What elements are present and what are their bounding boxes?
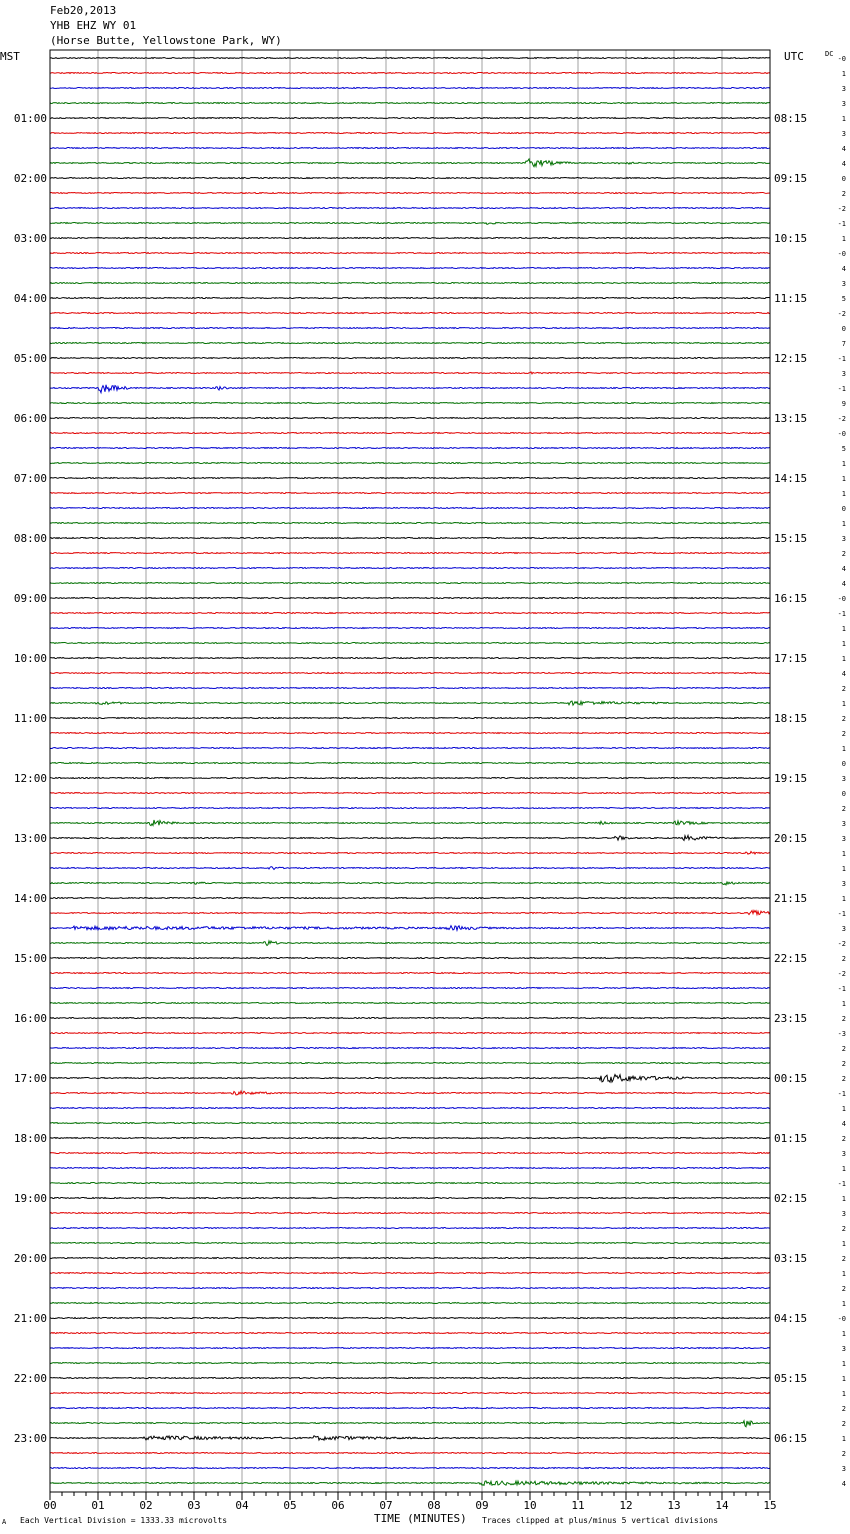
dc-offset: 2 (841, 550, 846, 558)
trace-10 (50, 208, 770, 209)
dc-offset: 4 (841, 580, 846, 588)
trace-54 (50, 867, 770, 870)
dc-offset: 1 (841, 1000, 846, 1008)
trace-83 (50, 1303, 770, 1304)
trace-73 (50, 1153, 770, 1154)
trace-40 (50, 658, 770, 659)
dc-offset: -0 (837, 595, 846, 603)
trace-19 (50, 343, 770, 344)
dc-offset: 5 (841, 295, 846, 303)
trace-81 (50, 1273, 770, 1274)
dc-offset: 4 (841, 565, 846, 573)
dc-offset: 2 (841, 715, 846, 723)
mst-axis-label: MST (0, 50, 20, 63)
utc-hour-labels (774, 112, 807, 1445)
time-axis-ticks (43, 1492, 776, 1512)
dc-offset: 2 (841, 1045, 846, 1053)
dc-offset: 2 (841, 1015, 846, 1023)
dc-offset: 3 (841, 535, 846, 543)
dc-offset: 7 (841, 340, 846, 348)
tick-label: 10 (523, 1499, 537, 1512)
dc-offset: 3 (841, 1465, 846, 1473)
tick-label: 01 (91, 1499, 105, 1512)
trace-33 (50, 553, 770, 554)
dc-offset: 3 (841, 925, 846, 933)
dc-offset: 4 (841, 1480, 846, 1488)
mst-hour-label: 11:00 (13, 712, 47, 725)
dc-offset: 1 (841, 460, 846, 468)
trace-35 (50, 583, 770, 584)
utc-hour-label: 00:15 (774, 1072, 808, 1085)
mst-hour-label: 14:00 (13, 892, 47, 905)
trace-77 (50, 1213, 770, 1214)
trace-8 (50, 178, 770, 179)
dc-offset: -2 (837, 205, 846, 213)
trace-34 (50, 568, 770, 569)
trace-49 (50, 793, 770, 794)
dc-offset: 1 (841, 70, 846, 78)
trace-50 (50, 808, 770, 809)
dc-offset: 3 (841, 280, 846, 288)
tick-label: 09 (475, 1499, 489, 1512)
dc-offset: 1 (841, 1165, 846, 1173)
trace-23 (50, 403, 770, 404)
trace-74 (50, 1168, 770, 1169)
mst-hour-label: 01:00 (13, 112, 47, 125)
trace-30 (50, 508, 770, 509)
dc-offset: 0 (841, 175, 846, 183)
dc-offset: 5 (841, 445, 846, 453)
mst-hour-label: 02:00 (13, 172, 47, 185)
dc-offset: -2 (837, 310, 846, 318)
dc-offset: 1 (841, 865, 846, 873)
tick-label: 03 (187, 1499, 201, 1512)
trace-58 (50, 926, 770, 931)
dc-offset: 2 (841, 1135, 846, 1143)
trace-78 (50, 1228, 770, 1229)
dc-offset: -2 (837, 415, 846, 423)
trace-48 (50, 778, 770, 779)
trace-37 (50, 613, 770, 614)
dc-offset: 1 (841, 1330, 846, 1338)
trace-0 (50, 58, 770, 59)
dc-offset: 3 (841, 85, 846, 93)
tick-label: 12 (619, 1499, 633, 1512)
utc-hour-label: 02:15 (774, 1192, 808, 1205)
dc-offset: 0 (841, 505, 846, 513)
trace-44 (50, 718, 770, 719)
trace-55 (50, 882, 770, 885)
utc-hour-label: 15:15 (774, 532, 808, 545)
utc-hour-label: 09:15 (774, 172, 808, 185)
utc-hour-label: 05:15 (774, 1372, 808, 1385)
utc-hour-label: 16:15 (774, 592, 808, 605)
dc-offset: 1 (841, 1360, 846, 1368)
tick-label: 13 (667, 1499, 681, 1512)
trace-66 (50, 1048, 770, 1049)
scale-note: Each Vertical Division = 1333.33 microvolts (20, 1516, 228, 1525)
dc-offset: 1 (841, 1195, 846, 1203)
record-date: Feb20,2013 (50, 4, 117, 17)
utc-hour-label: 11:15 (774, 292, 808, 305)
tick-label: 02 (139, 1499, 153, 1512)
mst-hour-label: 15:00 (13, 952, 47, 965)
trace-84 (50, 1318, 770, 1319)
dc-offset: 3 (841, 775, 846, 783)
dc-offset: 3 (841, 130, 846, 138)
trace-69 (50, 1091, 770, 1095)
mst-hour-label: 21:00 (13, 1312, 47, 1325)
trace-4 (50, 118, 770, 119)
trace-22 (50, 385, 770, 393)
trace-79 (50, 1243, 770, 1244)
dc-offset: 2 (841, 1225, 846, 1233)
tick-label: 05 (283, 1499, 297, 1512)
mst-hour-label: 20:00 (13, 1252, 47, 1265)
trace-95 (50, 1481, 770, 1485)
time-axis-label: TIME (MINUTES) (374, 1512, 467, 1525)
station-location: (Horse Butte, Yellowstone Park, WY) (50, 34, 282, 47)
dc-offset: 2 (841, 1255, 846, 1263)
trace-90 (50, 1408, 770, 1409)
dc-offset: 1 (841, 745, 846, 753)
mst-hour-label: 08:00 (13, 532, 47, 545)
trace-64 (50, 1018, 770, 1019)
dc-offset: 2 (841, 1450, 846, 1458)
trace-26 (50, 448, 770, 449)
trace-27 (50, 463, 770, 464)
dc-offset: 1 (841, 1390, 846, 1398)
tick-label: 08 (427, 1499, 441, 1512)
utc-hour-label: 18:15 (774, 712, 808, 725)
dc-offset: -1 (837, 610, 846, 618)
trace-47 (50, 763, 770, 764)
trace-75 (50, 1183, 770, 1184)
trace-46 (50, 748, 770, 749)
tick-label: 14 (715, 1499, 729, 1512)
trace-45 (50, 733, 770, 734)
mst-hour-label: 10:00 (13, 652, 47, 665)
trace-88 (50, 1378, 770, 1379)
dc-offset-labels (838, 55, 846, 1488)
trace-5 (50, 133, 770, 134)
dc-offset: 3 (841, 1345, 846, 1353)
dc-offset: 1 (841, 1375, 846, 1383)
dc-offset: -1 (837, 220, 846, 228)
dc-offset: 3 (841, 370, 846, 378)
tick-label: 00 (43, 1499, 57, 1512)
trace-70 (50, 1108, 770, 1109)
trace-53 (50, 852, 770, 855)
dc-offset: 2 (841, 730, 846, 738)
dc-offset: 2 (841, 805, 846, 813)
mst-hour-label: 17:00 (13, 1072, 47, 1085)
trace-16 (50, 298, 770, 299)
minute-gridlines (98, 50, 722, 1492)
dc-offset: 1 (841, 475, 846, 483)
tick-label: 04 (235, 1499, 249, 1512)
trace-57 (50, 910, 770, 914)
trace-3 (50, 103, 770, 104)
dc-offset: 0 (841, 760, 846, 768)
trace-85 (50, 1333, 770, 1334)
dc-offset: 2 (841, 1075, 846, 1083)
trace-52 (50, 835, 770, 840)
dc-offset: 1 (841, 1435, 846, 1443)
dc-offset: 3 (841, 1150, 846, 1158)
trace-72 (50, 1138, 770, 1139)
dc-offset: 1 (841, 520, 846, 528)
trace-89 (50, 1393, 770, 1394)
utc-hour-label: 01:15 (774, 1132, 808, 1145)
dc-offset: -1 (837, 355, 846, 363)
mst-hour-label: 18:00 (13, 1132, 47, 1145)
dc-offset: 3 (841, 100, 846, 108)
dc-offset: 1 (841, 1270, 846, 1278)
trace-86 (50, 1348, 770, 1349)
trace-63 (50, 1003, 770, 1004)
trace-42 (50, 688, 770, 689)
station-code: YHB EHZ WY 01 (50, 19, 137, 32)
dc-offset: -0 (837, 55, 846, 63)
mst-hour-label: 16:00 (13, 1012, 47, 1025)
dc-offset: 4 (841, 1120, 846, 1128)
trace-80 (50, 1258, 770, 1259)
trace-32 (50, 538, 770, 539)
dc-offset: -2 (837, 970, 846, 978)
mst-hour-label: 03:00 (13, 232, 47, 245)
footer-mark: A (2, 1518, 7, 1526)
dc-offset: 2 (841, 1060, 846, 1068)
mst-hour-label: 22:00 (13, 1372, 47, 1385)
trace-28 (50, 478, 770, 479)
trace-24 (50, 418, 770, 419)
dc-offset: -0 (837, 430, 846, 438)
trace-91 (50, 1421, 770, 1427)
trace-11 (50, 222, 770, 224)
dc-offset: 1 (841, 895, 846, 903)
trace-17 (50, 313, 770, 314)
mst-hour-label: 23:00 (13, 1432, 47, 1445)
trace-6 (50, 148, 770, 149)
utc-hour-label: 08:15 (774, 112, 808, 125)
dc-offset: 3 (841, 820, 846, 828)
dc-offset: 0 (841, 325, 846, 333)
dc-offset: 2 (841, 1285, 846, 1293)
mst-hour-label: 04:00 (13, 292, 47, 305)
trace-1 (50, 73, 770, 74)
trace-29 (50, 493, 770, 494)
dc-offset: 1 (841, 235, 846, 243)
trace-71 (50, 1123, 770, 1124)
dc-offset: 4 (841, 670, 846, 678)
dc-offset: -1 (837, 910, 846, 918)
mst-hour-label: 19:00 (13, 1192, 47, 1205)
utc-hour-label: 23:15 (774, 1012, 808, 1025)
dc-offset: 1 (841, 115, 846, 123)
utc-hour-label: 21:15 (774, 892, 808, 905)
trace-62 (50, 988, 770, 989)
tick-label: 06 (331, 1499, 345, 1512)
trace-7 (50, 159, 770, 167)
dc-offset: -3 (837, 1030, 846, 1038)
mst-hour-label: 13:00 (13, 832, 47, 845)
trace-56 (50, 898, 770, 899)
trace-92 (50, 1436, 770, 1440)
trace-87 (50, 1363, 770, 1364)
mst-hour-label: 07:00 (13, 472, 47, 485)
trace-93 (50, 1453, 770, 1454)
dc-offset: 1 (841, 655, 846, 663)
trace-43 (50, 701, 770, 705)
trace-38 (50, 628, 770, 629)
dc-offset: 1 (841, 490, 846, 498)
trace-59 (50, 941, 770, 946)
trace-41 (50, 673, 770, 674)
trace-9 (50, 193, 770, 194)
dc-offset: -1 (837, 1090, 846, 1098)
dc-offset: -0 (837, 250, 846, 258)
trace-13 (50, 253, 770, 254)
utc-hour-label: 20:15 (774, 832, 808, 845)
clip-note: Traces clipped at plus/minus 5 vertical divisions (482, 1516, 719, 1525)
utc-axis-label: UTC (784, 50, 804, 63)
utc-hour-label: 06:15 (774, 1432, 808, 1445)
utc-hour-label: 19:15 (774, 772, 808, 785)
seismic-traces (50, 58, 770, 1486)
dc-column-label: DC (825, 50, 834, 58)
trace-14 (50, 268, 770, 269)
dc-offset: 1 (841, 625, 846, 633)
trace-67 (50, 1063, 770, 1064)
dc-offset: 1 (841, 640, 846, 648)
trace-21 (50, 372, 770, 374)
dc-offset: -0 (837, 1315, 846, 1323)
dc-offset: 2 (841, 1405, 846, 1413)
dc-offset: 2 (841, 190, 846, 198)
trace-20 (50, 358, 770, 359)
tick-label: 07 (379, 1499, 393, 1512)
trace-82 (50, 1288, 770, 1289)
trace-25 (50, 433, 770, 434)
trace-15 (50, 283, 770, 284)
utc-hour-label: 04:15 (774, 1312, 808, 1325)
dc-offset: 3 (841, 1210, 846, 1218)
dc-offset: -1 (837, 1180, 846, 1188)
dc-offset: 2 (841, 1420, 846, 1428)
dc-offset: 2 (841, 955, 846, 963)
trace-2 (50, 88, 770, 89)
trace-68 (50, 1075, 770, 1083)
dc-offset: -2 (837, 940, 846, 948)
mst-hour-label: 09:00 (13, 592, 47, 605)
tick-label: 15 (763, 1499, 777, 1512)
trace-31 (50, 523, 770, 524)
mst-hour-label: 12:00 (13, 772, 47, 785)
trace-36 (50, 598, 770, 599)
utc-hour-label: 22:15 (774, 952, 808, 965)
dc-offset: 1 (841, 850, 846, 858)
dc-offset: 9 (841, 400, 846, 408)
trace-51 (50, 820, 770, 826)
dc-offset: 1 (841, 1105, 846, 1113)
trace-94 (50, 1468, 770, 1469)
utc-hour-label: 13:15 (774, 412, 808, 425)
trace-12 (50, 238, 770, 239)
plot-frame (50, 50, 770, 1492)
dc-offset: 4 (841, 145, 846, 153)
trace-60 (50, 958, 770, 959)
mst-hour-labels (14, 112, 47, 1445)
dc-offset: 2 (841, 685, 846, 693)
dc-offset: 4 (841, 265, 846, 273)
utc-hour-label: 12:15 (774, 352, 808, 365)
dc-offset: 3 (841, 835, 846, 843)
dc-offset: 1 (841, 1300, 846, 1308)
trace-65 (50, 1033, 770, 1034)
trace-18 (50, 328, 770, 329)
trace-39 (50, 643, 770, 644)
dc-offset: 4 (841, 160, 846, 168)
utc-hour-label: 10:15 (774, 232, 808, 245)
tick-label: 11 (571, 1499, 585, 1512)
dc-offset: 1 (841, 700, 846, 708)
mst-hour-label: 06:00 (13, 412, 47, 425)
mst-hour-label: 05:00 (13, 352, 47, 365)
dc-offset: 1 (841, 1240, 846, 1248)
utc-hour-label: 14:15 (774, 472, 808, 485)
dc-offset: -1 (837, 985, 846, 993)
trace-61 (50, 973, 770, 974)
utc-hour-label: 03:15 (774, 1252, 808, 1265)
dc-offset: 3 (841, 880, 846, 888)
dc-offset: -1 (837, 385, 846, 393)
utc-hour-label: 17:15 (774, 652, 808, 665)
trace-76 (50, 1198, 770, 1199)
dc-offset: 0 (841, 790, 846, 798)
